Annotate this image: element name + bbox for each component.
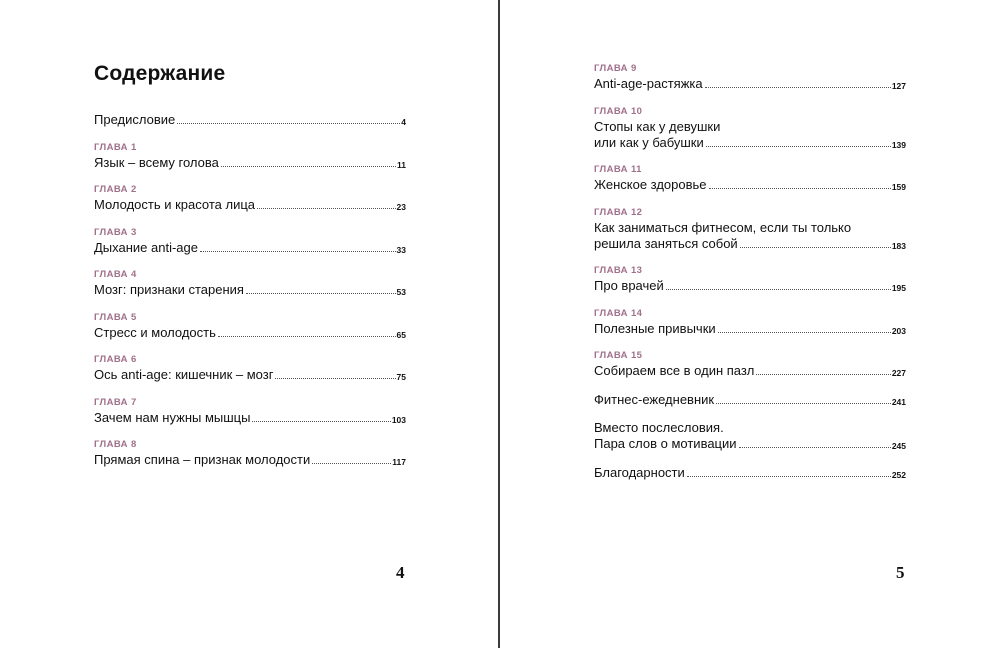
toc-entry-title: Прямая спина – признак молодости bbox=[94, 452, 311, 467]
toc-list-left bbox=[94, 112, 406, 481]
toc-page-number: 241 bbox=[891, 396, 906, 407]
left-page bbox=[0, 0, 499, 648]
toc-page-number: 183 bbox=[891, 240, 906, 251]
toc-page-number: 245 bbox=[891, 441, 906, 451]
toc-entry-line bbox=[594, 135, 906, 151]
toc-page-number: 159 bbox=[891, 182, 906, 192]
toc-page-number: 227 bbox=[891, 368, 906, 378]
dot-leader bbox=[312, 463, 391, 464]
toc-entry-line bbox=[594, 392, 906, 408]
dot-leader bbox=[275, 378, 395, 379]
toc-entry[interactable] bbox=[94, 268, 406, 298]
dot-leader bbox=[666, 289, 891, 290]
chapter-label: ГЛАВА 6 bbox=[94, 354, 137, 365]
toc-entry-title: Язык – всему голова bbox=[94, 154, 219, 170]
toc-entry-title-line: Стопы как у девушки bbox=[594, 118, 721, 134]
toc-entry[interactable] bbox=[594, 163, 906, 193]
toc-entry-title: Пара слов о мотивации bbox=[594, 436, 737, 451]
dot-leader bbox=[252, 421, 390, 422]
toc-entry-line bbox=[594, 465, 906, 481]
toc-entry-title: Фитнес-ежедневник bbox=[594, 391, 715, 407]
toc-page-number: 4 bbox=[401, 117, 406, 127]
toc-entry-title: Женское здоровье bbox=[594, 177, 707, 192]
dot-leader bbox=[718, 332, 891, 333]
toc-page-number: 65 bbox=[396, 329, 406, 340]
toc-entry-title: Зачем нам нужны мышцы bbox=[94, 409, 251, 425]
toc-page-number: 203 bbox=[891, 325, 906, 336]
toc-entry[interactable] bbox=[94, 141, 406, 171]
chapter-label: ГЛАВА 1 bbox=[94, 141, 137, 153]
toc-entry-line bbox=[94, 155, 406, 171]
toc-entry[interactable] bbox=[594, 62, 906, 92]
toc-entry-title: Про врачей bbox=[594, 278, 664, 293]
toc-entry-title: Благодарности bbox=[594, 464, 685, 480]
toc-entry-title-line: Как заниматься фитнесом, если ты только bbox=[594, 219, 852, 235]
toc-entry-line bbox=[94, 367, 406, 383]
toc-entry-line bbox=[594, 278, 906, 294]
toc-entry-line bbox=[594, 436, 906, 452]
toc-entry[interactable] bbox=[594, 105, 906, 151]
toc-entry-line bbox=[94, 452, 406, 468]
toc-entry-line bbox=[94, 112, 406, 128]
dot-leader bbox=[716, 403, 891, 404]
dot-leader bbox=[687, 476, 891, 477]
toc-entry[interactable] bbox=[594, 206, 906, 252]
toc-entry[interactable] bbox=[94, 183, 406, 213]
toc-entry[interactable] bbox=[94, 226, 406, 256]
toc-page-number: 11 bbox=[397, 159, 406, 170]
toc-entry-title: Anti-age-растяжка bbox=[594, 76, 703, 91]
toc-entry-line bbox=[594, 363, 906, 379]
toc-entry-title: Предисловие bbox=[94, 112, 176, 127]
dot-leader bbox=[200, 251, 396, 252]
chapter-label: ГЛАВА 3 bbox=[94, 226, 137, 238]
toc-page-number: 117 bbox=[392, 457, 406, 467]
toc-entry[interactable] bbox=[94, 353, 406, 383]
dot-leader bbox=[709, 188, 891, 189]
toc-entry-title: Полезные привычки bbox=[594, 320, 716, 336]
chapter-label: ГЛАВА 2 bbox=[94, 184, 137, 195]
toc-entry-line bbox=[594, 76, 906, 92]
dot-leader bbox=[246, 293, 396, 294]
chapter-label: ГЛАВА 7 bbox=[94, 396, 137, 408]
toc-entry[interactable] bbox=[594, 264, 906, 294]
toc-page-number: 127 bbox=[891, 81, 906, 91]
dot-leader bbox=[739, 447, 891, 448]
toc-page-number: 23 bbox=[396, 202, 406, 212]
chapter-label: ГЛАВА 12 bbox=[594, 206, 643, 218]
dot-leader bbox=[740, 247, 891, 248]
toc-page-number: 252 bbox=[891, 469, 906, 480]
chapter-label: ГЛАВА 15 bbox=[594, 350, 643, 361]
toc-entry-title: решила заняться собой bbox=[594, 235, 738, 251]
toc-entry-line bbox=[594, 177, 906, 193]
toc-page-number: 139 bbox=[891, 139, 906, 150]
toc-entry-title: Собираем все в один пазл bbox=[594, 363, 755, 378]
toc-entry[interactable] bbox=[94, 396, 406, 426]
toc-page-number: 75 bbox=[396, 372, 406, 382]
page-number-right: 5 bbox=[896, 563, 905, 582]
toc-entry-line bbox=[94, 282, 406, 298]
dot-leader bbox=[177, 123, 400, 124]
toc-entry-title: Дыхание anti-age bbox=[94, 239, 198, 255]
chapter-label: ГЛАВА 10 bbox=[594, 105, 643, 117]
toc-entry[interactable] bbox=[594, 420, 906, 452]
toc-entry-title: Ось anti-age: кишечник – мозг bbox=[94, 367, 274, 382]
toc-entry-line bbox=[94, 325, 406, 341]
chapter-label: ГЛАВА 13 bbox=[594, 265, 643, 276]
chapter-label: ГЛАВА 9 bbox=[594, 63, 637, 74]
toc-entry-title: Мозг: признаки старения bbox=[94, 282, 244, 297]
dot-leader bbox=[705, 87, 891, 88]
toc-entry-line bbox=[594, 236, 906, 252]
toc-entry-title: Стресс и молодость bbox=[94, 324, 216, 340]
chapter-label: ГЛАВА 8 bbox=[94, 439, 137, 450]
dot-leader bbox=[221, 166, 396, 167]
toc-page-number: 103 bbox=[391, 414, 406, 425]
page-title: Содержание bbox=[94, 62, 226, 85]
toc-page-number: 33 bbox=[396, 244, 406, 255]
toc-entry[interactable] bbox=[94, 438, 406, 468]
chapter-label: ГЛАВА 11 bbox=[594, 164, 642, 175]
toc-entry-line bbox=[594, 321, 906, 337]
toc-entry-line bbox=[94, 240, 406, 256]
chapter-label: ГЛАВА 4 bbox=[94, 269, 137, 280]
toc-entry[interactable] bbox=[594, 392, 906, 408]
toc-entry-line bbox=[94, 197, 406, 213]
toc-entry[interactable] bbox=[594, 349, 906, 379]
chapter-label: ГЛАВА 5 bbox=[94, 311, 137, 323]
toc-entry[interactable] bbox=[594, 465, 906, 481]
toc-page-number: 53 bbox=[396, 287, 406, 297]
dot-leader bbox=[706, 146, 891, 147]
page-number-left: 4 bbox=[396, 563, 405, 582]
chapter-label: ГЛАВА 14 bbox=[594, 307, 643, 319]
dot-leader bbox=[756, 374, 891, 375]
toc-page-number: 195 bbox=[891, 283, 906, 293]
toc-list-right bbox=[594, 62, 906, 493]
toc-entry-title: или как у бабушки bbox=[594, 134, 704, 150]
toc-entry-line bbox=[94, 410, 406, 426]
toc-entry[interactable] bbox=[94, 112, 406, 128]
toc-entry[interactable] bbox=[94, 311, 406, 341]
right-page bbox=[500, 0, 1000, 648]
dot-leader bbox=[257, 208, 395, 209]
toc-entry-title-line: Вместо послесловия. bbox=[594, 420, 724, 435]
toc-entry[interactable] bbox=[594, 307, 906, 337]
toc-entry-title: Молодость и красота лица bbox=[94, 197, 256, 212]
dot-leader bbox=[218, 336, 396, 337]
